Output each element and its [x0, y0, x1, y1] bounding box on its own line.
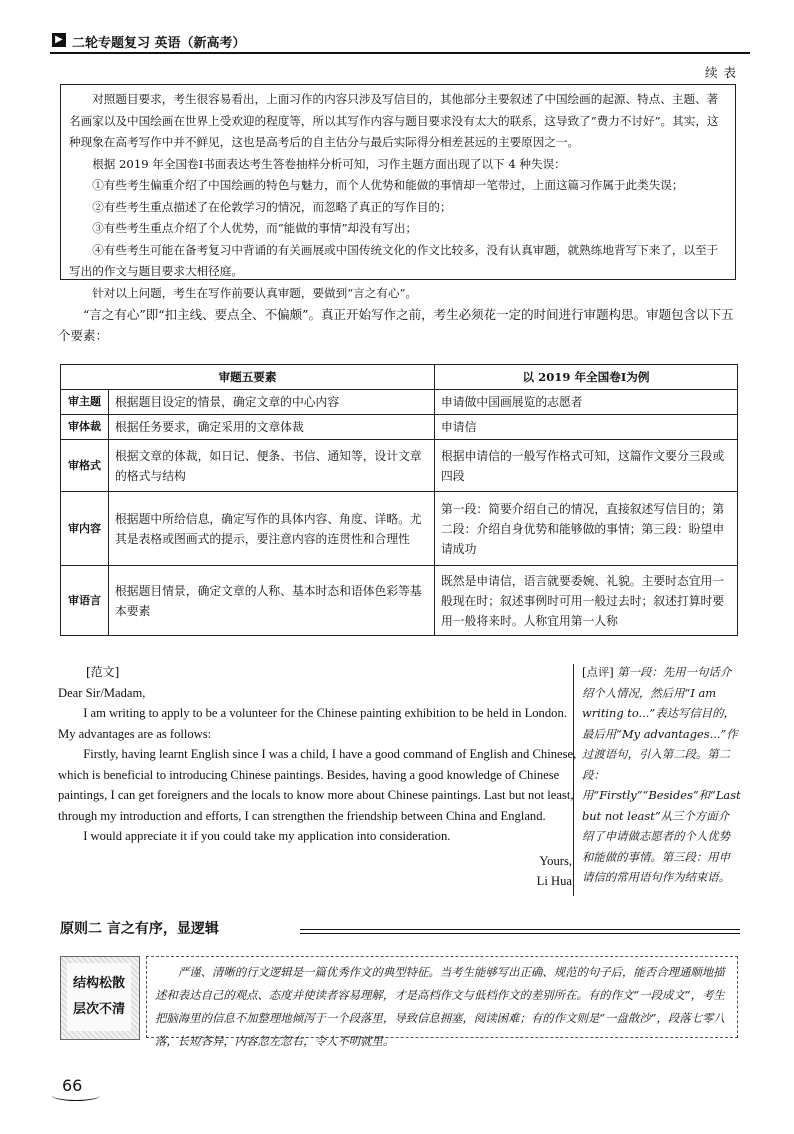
element-key: 审语言 — [61, 566, 109, 636]
analysis-item: ③有些考生重点介绍了个人优势，而“能做的事情”却没有写出； — [92, 221, 418, 235]
commentary — [582, 662, 740, 888]
essay-paragraph: I would appreciate it if you could take my application into consideration. — [83, 829, 451, 843]
element-example: 申请信 — [435, 415, 738, 440]
commentary-text: 第一段：先用一句话介绍个人情况，然后用“I am writing to...”表达写信目的，最后用“My advantages...”作过渡语句，引入第二段。第二段：用“Firstly”“Besides”和“Last but not least”从三个方面介绍了申请做志愿者的个人优势和能做的事情。第三段：用申请信的常用语句作为结束语。 — [582, 665, 741, 884]
logic-paragraph: 严谨、清晰的行文逻辑是一篇优秀作文的典型特征。当考生能够写出正确、规范的句子后，能否合理通顺地描述和表达自己的观点、态度并使读者容易理解，才是高档作文与低档作文的差别所在。有的作文“一段成文”，考生把脑海里的信息不加整理地倾泻于一个段落里，导致信息拥塞，阅读困难；有的作文则是“一盘散沙”，段落七零八落，长短各异，内容忽左忽右，令人不明就里。 — [146, 956, 738, 1038]
element-desc: 根据题中所给信息，确定写作的具体内容、角度、详略。尤其是表格或图画式的提示，要注意内容的连贯性和合理性 — [109, 492, 435, 566]
problem-tag — [60, 956, 140, 1040]
table-row — [61, 440, 738, 492]
table-header-row — [61, 365, 738, 390]
essay-closing: Yours, — [539, 853, 572, 868]
table-header: 以 2019 年全国卷Ⅰ为例 — [435, 365, 738, 390]
element-desc: 根据文章的体裁，如日记、便条、书信、通知等，设计文章的格式与结构 — [109, 440, 435, 492]
page-number: 66 — [62, 1076, 83, 1095]
analysis-item: ①有些考生偏重介绍了中国绘画的特色与魅力，而个人优势和能做的事情却一笔带过，上面这篇习作属于此类失误； — [92, 178, 684, 192]
essay-salutation: Dear Sir/Madam, — [58, 685, 146, 700]
essay-paragraph: I am writing to apply to be a volunteer for the Chinese painting exhibition to be held in London. My advantages are as follows: — [58, 706, 567, 741]
page-number-swoosh — [52, 1090, 100, 1101]
heading-rule — [300, 933, 740, 934]
element-key: 审主题 — [61, 390, 109, 415]
essay-paragraph: Firstly, having learnt English since I was a child, I have a good command of English and Chinese, which is beneficial to introducing Chinese paintings. Besides, having a good knowledge of Chinese paintings, I can get foreigners and the locals to know more about Chinese paintings. Last but not least, through my introduction and efforts, I can strengthen the friendship between China and England. — [58, 747, 577, 823]
analysis-conclusion: 针对以上问题，考生在写作前要认真审题，要做到“言之有心”。 — [92, 285, 418, 300]
analysis-item: ②有些考生重点描述了在伦敦学习的情况，而忽略了真正的写作目的； — [92, 199, 452, 214]
element-example: 申请做中国画展览的志愿者 — [435, 390, 738, 415]
running-header-title: 二轮专题复习 英语（新高考） — [72, 36, 246, 51]
arrow-marker-icon: ▶ — [52, 33, 66, 47]
principle-title: 原则二 言之有序，显逻辑 — [60, 921, 219, 937]
analysis-paragraph: 对照题目要求，考生很容易看出，上面习作的内容只涉及写信目的，其他部分主要叙述了中国绘画的起源、特点、主题、著名画家以及中国绘画在世界上受欢迎的程度等，所以其写作内容与题目要求没有太大的联系，这导致了“费力不讨好”。其实，这种现象在高考写作中并不鲜见，这也是高考后的自主估分与最后实际得分相差甚远的主要原因之一。 — [69, 92, 719, 149]
intro-paragraph: “言之有心”即“扣主线、要点全、不偏颇”。真正开始写作之前，考生必须花一定的时间进行审题构思。审题包含以下五个要素： — [58, 307, 734, 343]
commentary-label: [点评] — [582, 665, 614, 679]
principle-heading — [60, 916, 740, 942]
element-example: 根据申请信的一般写作格式可知，这篇作文要分三段或四段 — [435, 440, 738, 492]
element-desc: 根据任务要求，确定采用的文章体裁 — [109, 415, 435, 440]
element-example: 第一段：简要介绍自己的情况，直接叙述写信目的；第二段：介绍自身优势和能够做的事情；第三段：盼望申请成功 — [435, 492, 738, 566]
table-row — [61, 415, 738, 440]
table-row — [61, 390, 738, 415]
running-header — [50, 30, 750, 54]
analysis-paragraph: 根据 2019 年全国卷Ⅰ书面表达考生答卷抽样分析可知，习作主题方面出现了以下 4 种失误： — [92, 156, 566, 171]
table-header: 审题五要素 — [61, 365, 435, 390]
analysis-item: ④有些考生可能在备考复习中背诵的有关画展或中国传统文化的作文比较多，没有认真审题，就熟练地背写下来了，以至于写出的作文与题目要求大相径庭。 — [69, 242, 719, 278]
analysis-box — [60, 84, 736, 300]
table-row — [61, 566, 738, 636]
element-key: 审体裁 — [61, 415, 109, 440]
element-example: 既然是申请信，语言就要委婉、礼貌。主要时态宜用一般现在时；叙述事例时可用一般过去时；叙述打算时要用一般将来时。人称宜用第一人称 — [435, 566, 738, 636]
heading-rule — [300, 929, 740, 930]
problem-tag-text — [67, 963, 131, 1031]
element-key: 审内容 — [61, 492, 109, 566]
model-essay — [58, 662, 578, 892]
element-desc: 根据题目设定的情景，确定文章的中心内容 — [109, 390, 435, 415]
element-desc: 根据题目情景，确定文章的人称、基本时态和语体色彩等基本要素 — [109, 566, 435, 636]
continued-label: 续表 — [704, 65, 742, 80]
table-row — [61, 492, 738, 566]
essay-label: [范文] — [86, 665, 120, 679]
review-elements-table — [60, 364, 738, 636]
column-divider — [573, 664, 574, 896]
problem-tag-line: 层次不清 — [72, 1002, 125, 1017]
element-key: 审格式 — [61, 440, 109, 492]
essay-signature: Li Hua — [536, 874, 572, 888]
problem-tag-line: 结构松散 — [72, 976, 125, 991]
